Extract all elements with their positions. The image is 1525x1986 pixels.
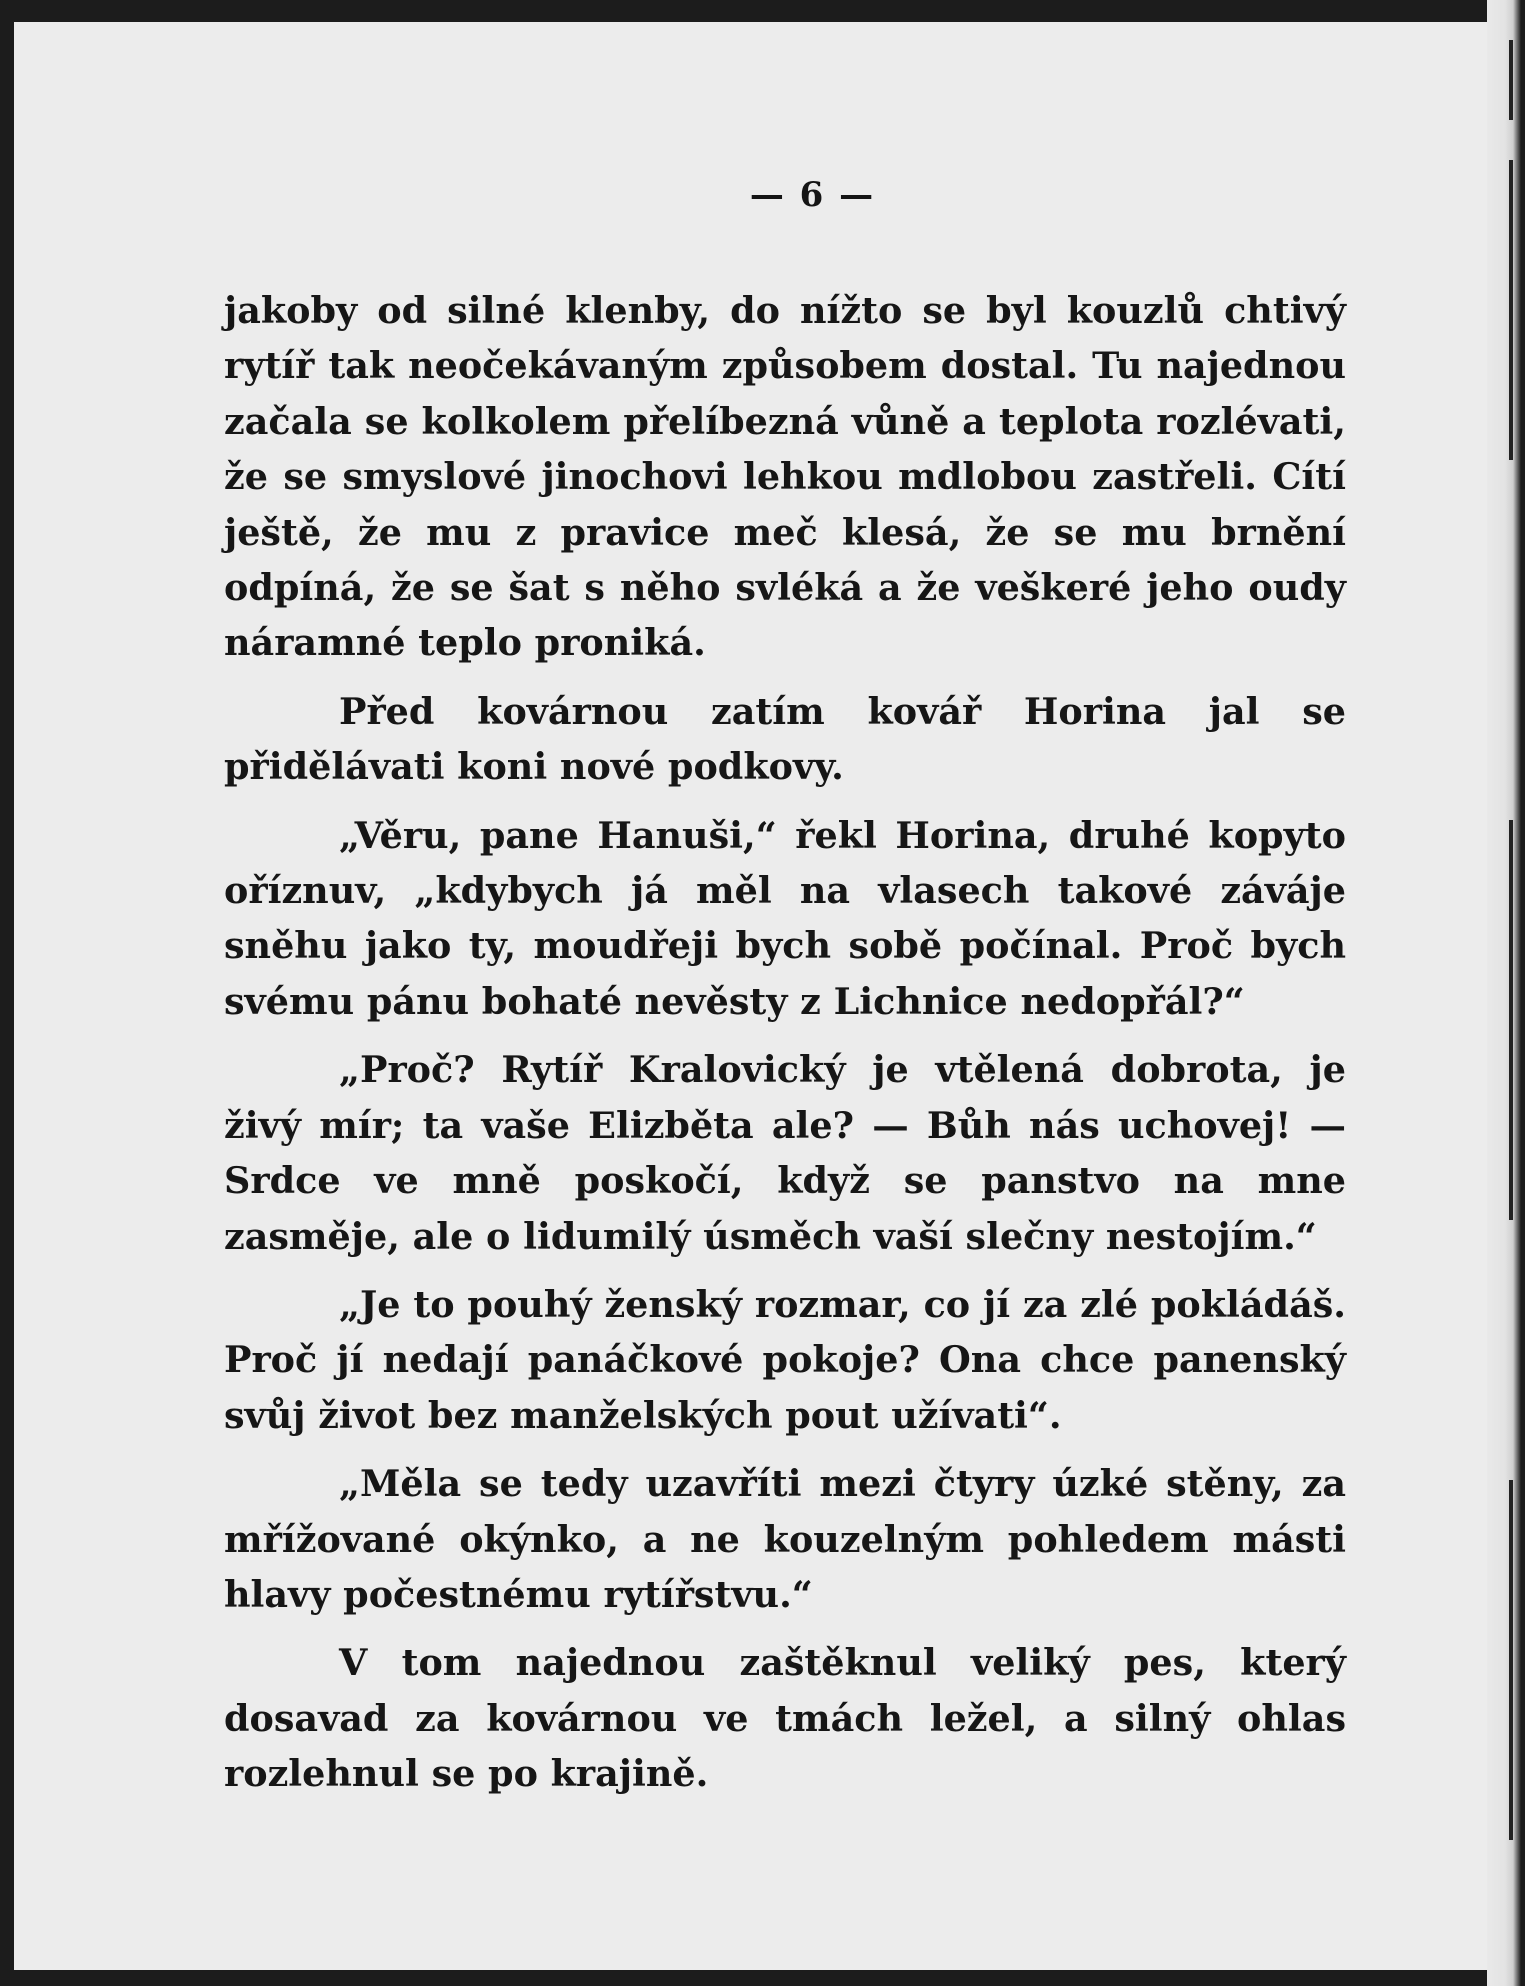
edge-mark: [1509, 820, 1513, 1220]
paragraph: Před kovárnou zatím kovář Horina jal se přidělávati koni nové podkovy.: [224, 689, 1346, 789]
paragraph: jakoby od silné klenby, do nížto se byl kouzlů chtivý rytíř tak neočekávaným způsobem dostal. Tu najednou začala se kolkolem přelíbezná vůně a teplota rozlévati, že se smyslové jinochovi lehkou mdlobou zastřeli. Cítí ještě, že mu z pravice meč klesá, že se mu brnění odpíná, že se šat s něho svléká a že veškeré jeho oudy náramné teplo proniká.: [224, 289, 1346, 665]
page-number: — 6 —: [749, 175, 876, 215]
page-right-edge: [1487, 0, 1525, 1986]
paragraph: „Je to pouhý ženský rozmar, co jí za zlé pokládáš. Proč jí nedají panáčkové pokoje? Ona chce panenský svůj život bez manželských pout užívati“.: [224, 1282, 1346, 1437]
edge-mark: [1509, 1480, 1513, 1840]
paragraph: „Věru, pane Hanuši,“ řekl Horina, druhé kopyto oříznuv, „kdybych já měl na vlasech takové záváje sněhu jako ty, moudřeji bych sobě počínal. Proč bych svému pánu bohaté nevěsty z Lichnice nedopřál?“: [224, 813, 1346, 1023]
paragraph: V tom najednou zaštěknul veliký pes, který dosavad za kovárnou ve tmách ležel, a silný ohlas rozlehnul se po krajině.: [224, 1641, 1346, 1796]
edge-mark: [1509, 40, 1513, 120]
body-text: [224, 283, 1346, 1802]
paragraph: „Měla se tedy uzavříti mezi čtyry úzké stěny, za mřížované okýnko, a ne kouzelným pohledem másti hlavy počestnému rytířstvu.“: [224, 1462, 1346, 1616]
paragraph: „Proč? Rytíř Kralovický je vtělená dobrota, je živý mír; ta vaše Elizběta ale? — Bůh nás uchovej! — Srdce ve mně poskočí, když se panstvo na mne zasměje, ale o lidumilý úsměch vaší slečny nestojím.“: [224, 1048, 1346, 1258]
